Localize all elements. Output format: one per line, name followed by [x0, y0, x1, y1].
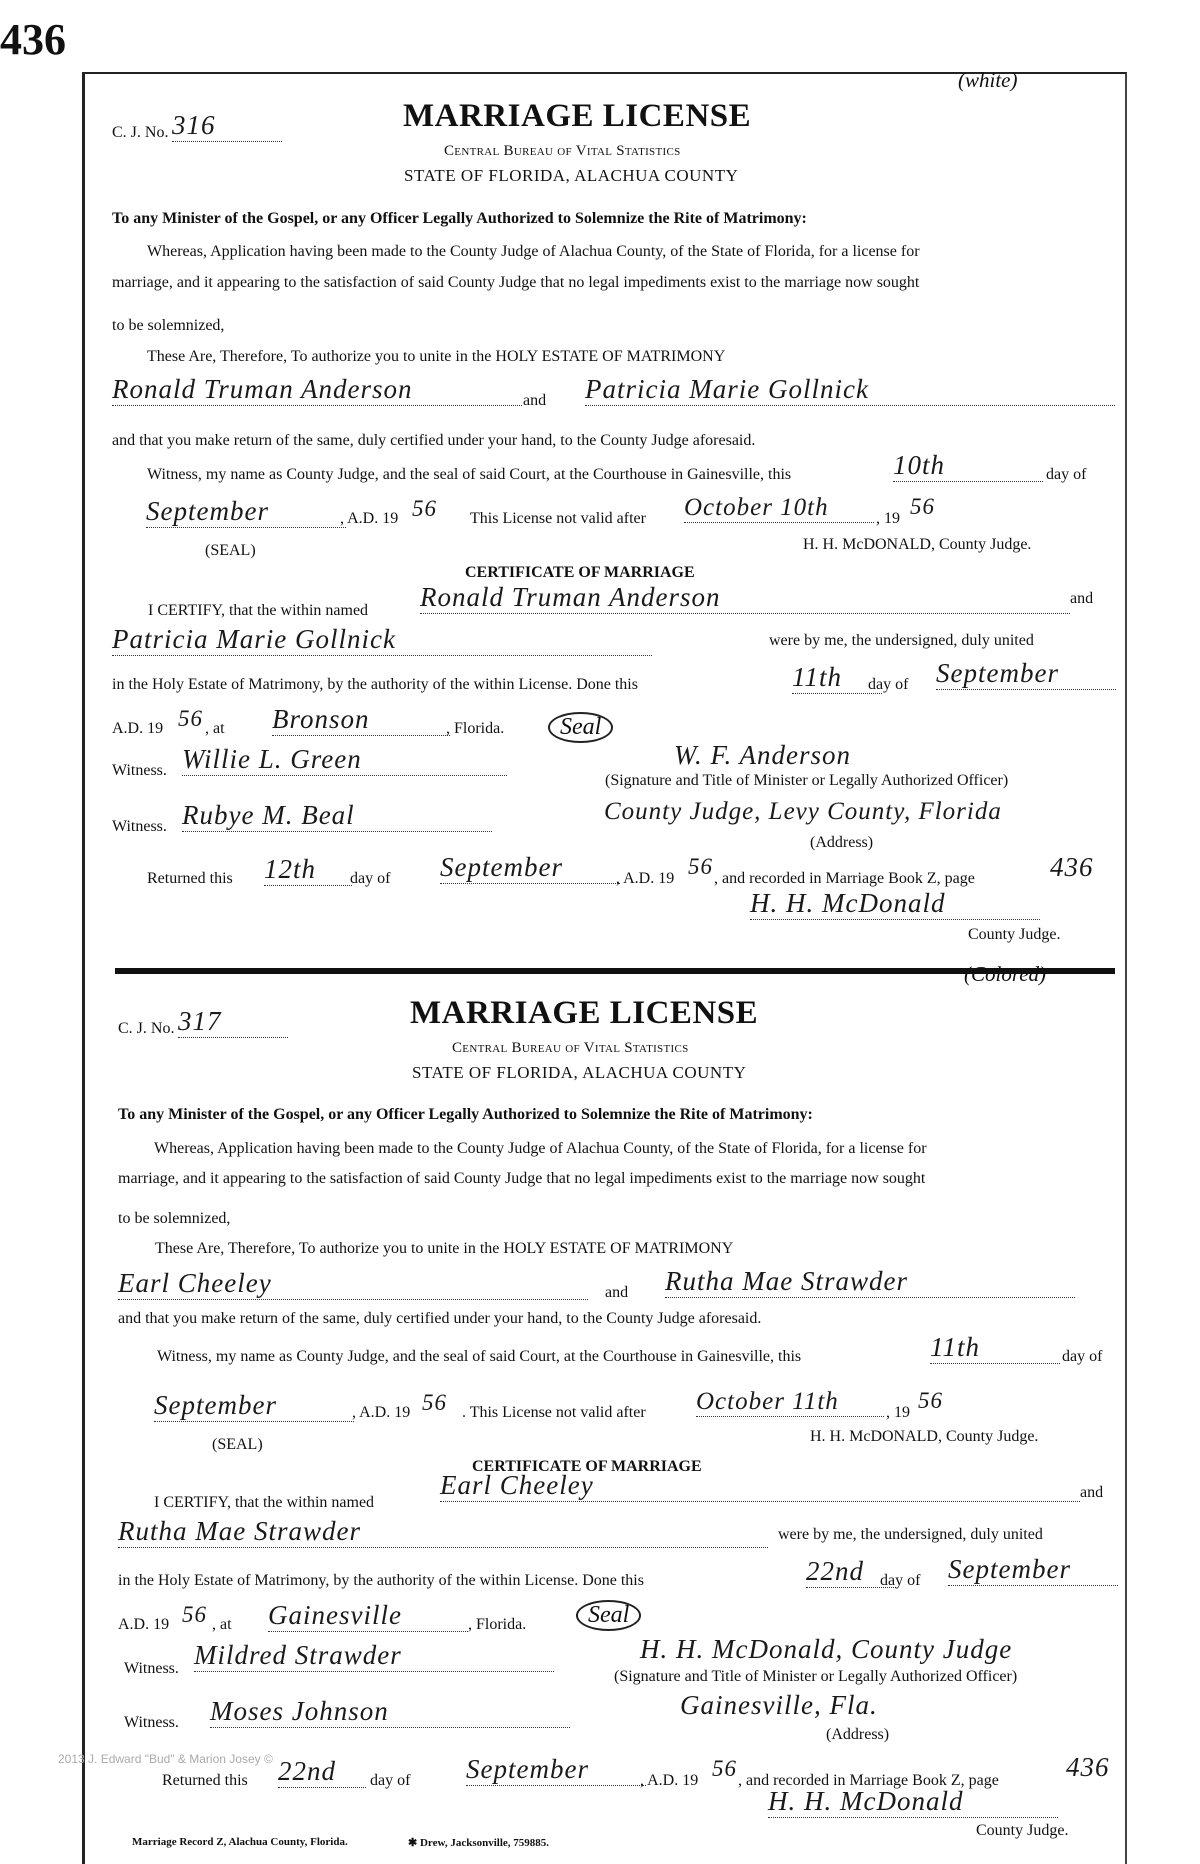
bureau-name: Central Bureau of Vital Statistics — [452, 1040, 689, 1056]
cert-bride-name: Rutha Mae Strawder — [118, 1516, 768, 1548]
done-year: 56 — [182, 1602, 207, 1627]
cert-bride-name: Patricia Marie Gollnick — [112, 624, 652, 656]
whereas-line-2: marriage, and it appearing to the satisfaction of said County Judge that no legal impediments exist to the marriage now sought — [118, 1170, 926, 1187]
these-are-line: These Are, Therefore, To authorize you to unite in the HOLY ESTATE OF MATRIMONY — [155, 1240, 734, 1257]
day-of-label: day of — [1046, 466, 1087, 483]
expiry-date: October 11th — [696, 1388, 884, 1417]
cert-groom-name: Ronald Truman Anderson — [420, 582, 1070, 614]
officer-address: County Judge, Levy County, Florida — [604, 798, 1002, 825]
return-year: 56 — [712, 1756, 737, 1781]
license-title: MARRIAGE LICENSE — [410, 995, 759, 1031]
signature-title-label: (Signature and Title of Minister or Legally Authorized Officer) — [614, 1668, 1018, 1685]
address-label: (Address) — [826, 1726, 890, 1743]
printer-bug-icon: ✱ — [408, 1837, 420, 1849]
return-line: and that you make return of the same, duly certified under your hand, to the County Judge aforesaid. — [118, 1310, 762, 1327]
witness-label-2: Witness. — [112, 818, 167, 835]
officer-signature: W. F. Anderson — [674, 740, 852, 770]
whereas-line-1: Whereas, Application having been made to the County Judge of Alachua County, of the State of Florida, for a license for — [154, 1140, 927, 1157]
holy-estate-line: in the Holy Estate of Matrimony, by the authority of the within License. Done this — [112, 676, 638, 693]
address-line: To any Minister of the Gospel, or any Officer Legally Authorized to Solemnize the Rite of Matrimony: — [112, 210, 807, 227]
return-line: and that you make return of the same, duly certified under your hand, to the County Judge aforesaid. — [112, 432, 756, 449]
and-word-2: and — [1070, 590, 1094, 607]
return-month: September — [440, 852, 620, 884]
printer-text: Drew, Jacksonville, 759885. — [419, 1837, 550, 1849]
address-line: To any Minister of the Gospel, or any Officer Legally Authorized to Solemnize the Rite of Matrimony: — [118, 1106, 813, 1123]
officer-address: Gainesville, Fla. — [680, 1690, 878, 1720]
at-label: , at — [212, 1616, 232, 1633]
certificate-title: CERTIFICATE OF MARRIAGE — [472, 1458, 702, 1475]
done-year: 56 — [178, 706, 203, 731]
issue-day: 10th — [893, 450, 1043, 482]
page-number: 436 — [0, 15, 66, 64]
done-month: September — [948, 1554, 1118, 1586]
and-word-2: and — [1080, 1484, 1104, 1501]
return-day-of-label: day of — [370, 1772, 411, 1789]
seal-label: (SEAL) — [212, 1436, 263, 1453]
state-county: STATE OF FLORIDA, ALACHUA COUNTY — [412, 1063, 747, 1082]
day-of-label: day of — [1062, 1348, 1103, 1365]
done-day: 11th — [792, 662, 882, 694]
witness-label-2: Witness. — [124, 1714, 179, 1731]
issue-year: 56 — [422, 1390, 447, 1415]
judge-signature-printed: H. H. McDONALD, County Judge. — [810, 1428, 1039, 1445]
witness-2-signature: Rubye M. Beal — [182, 800, 492, 832]
done-ad-label: A.D. 19 — [118, 1616, 170, 1633]
witness-intro: Witness, my name as County Judge, and the seal of said Court, at the Courthouse in Gainesville, this — [157, 1348, 802, 1365]
judge-handwritten-signature: H. H. McDonald — [768, 1786, 1058, 1818]
and-word: and — [523, 392, 547, 409]
certify-line: I CERTIFY, that the within named — [148, 602, 369, 619]
record-note: Marriage Record Z, Alachua County, Florida. — [132, 1836, 348, 1848]
whereas-line-2: marriage, and it appearing to the satisfaction of said County Judge that no legal impediments exist to the marriage now sought — [112, 274, 920, 291]
holy-estate-line: in the Holy Estate of Matrimony, by the authority of the within License. Done this — [118, 1572, 644, 1589]
united-line: were by me, the undersigned, duly united — [769, 632, 1034, 649]
witness-1-signature: Willie L. Green — [182, 744, 507, 776]
at-label: , at — [205, 720, 225, 737]
bride-name: Rutha Mae Strawder — [665, 1266, 1075, 1298]
return-day: 22nd — [278, 1756, 366, 1788]
printer-note — [408, 1836, 549, 1849]
witness-label: Witness. — [124, 1660, 179, 1677]
these-are-line: These Are, Therefore, To authorize you to unite in the HOLY ESTATE OF MATRIMONY — [147, 348, 726, 365]
recorded-label: , and recorded in Marriage Book Z, page — [714, 870, 975, 887]
certify-line: I CERTIFY, that the within named — [154, 1494, 375, 1511]
returned-label: Returned this — [147, 870, 233, 887]
cj-label: C. J. No. — [112, 124, 169, 141]
whereas-line-3: to be solemnized, — [118, 1210, 231, 1227]
expiry-year: 56 — [910, 494, 935, 519]
issue-year: 56 — [412, 496, 437, 521]
witness-2-signature: Moses Johnson — [210, 1696, 570, 1728]
marriage-place: Gainesville — [268, 1600, 468, 1632]
bureau-name: Central Bureau of Vital Statistics — [444, 143, 681, 159]
day-of-label-2: day of — [880, 1572, 921, 1589]
certificate-title: CERTIFICATE OF MARRIAGE — [465, 564, 695, 581]
return-ad-label: , A.D. 19 — [640, 1772, 699, 1789]
returned-label: Returned this — [162, 1772, 248, 1789]
return-day-of-label: day of — [350, 870, 391, 887]
ad-label: , A.D. 19 — [340, 510, 399, 527]
seal-label: (SEAL) — [205, 542, 256, 559]
florida-label: , Florida. — [468, 1616, 527, 1633]
return-ad-label: , A.D. 19 — [616, 870, 675, 887]
cert-groom-name: Earl Cheeley — [440, 1470, 1080, 1502]
cj-number: 317 — [178, 1006, 288, 1038]
judge-signature-printed: H. H. McDONALD, County Judge. — [803, 536, 1032, 553]
day-of-label-2: day of — [868, 676, 909, 693]
done-day: 22nd — [806, 1556, 896, 1588]
address-label: (Address) — [810, 834, 874, 851]
expiry-date: October 10th — [684, 494, 874, 523]
county-judge-label: County Judge. — [976, 1822, 1069, 1839]
not-valid-label: This License not valid after — [470, 510, 646, 527]
expiry-year: 56 — [918, 1388, 943, 1413]
book-page: 436 — [1066, 1752, 1110, 1782]
state-county: STATE OF FLORIDA, ALACHUA COUNTY — [404, 166, 739, 185]
ad-label: , A.D. 19 — [352, 1404, 411, 1421]
year-label: , 19 — [886, 1404, 910, 1421]
united-line: were by me, the undersigned, duly united — [778, 1526, 1043, 1543]
signature-title-label: (Signature and Title of Minister or Legally Authorized Officer) — [605, 772, 1009, 789]
cj-label: C. J. No. — [118, 1020, 175, 1037]
seal-mark: Seal — [548, 712, 613, 743]
groom-name: Ronald Truman Anderson — [112, 374, 522, 406]
book-page: 436 — [1050, 852, 1094, 882]
license-title: MARRIAGE LICENSE — [403, 98, 752, 134]
return-month: September — [466, 1754, 646, 1786]
cj-number: 316 — [172, 110, 282, 142]
return-day: 12th — [264, 854, 352, 886]
year-label: , 19 — [876, 510, 900, 527]
issue-month: September — [154, 1390, 354, 1422]
bride-name: Patricia Marie Gollnick — [585, 374, 1115, 406]
seal-mark: Seal — [576, 1600, 641, 1631]
whereas-line-1: Whereas, Application having been made to the County Judge of Alachua County, of the State of Florida, for a license for — [147, 243, 920, 260]
judge-handwritten-signature: H. H. McDonald — [750, 888, 1040, 920]
officer-signature: H. H. McDonald, County Judge — [640, 1634, 1013, 1664]
witness-intro: Witness, my name as County Judge, and the seal of said Court, at the Courthouse in Gainesville, this — [147, 466, 792, 483]
groom-name: Earl Cheeley — [118, 1268, 588, 1300]
issue-month: September — [146, 496, 346, 528]
race-note: (white) — [958, 68, 1018, 92]
and-word: and — [605, 1284, 629, 1301]
done-month: September — [936, 658, 1116, 690]
county-judge-label: County Judge. — [968, 926, 1061, 943]
copyright-watermark: 2013 J. Edward "Bud" & Marion Josey © — [58, 1752, 273, 1766]
return-year: 56 — [688, 854, 713, 879]
florida-label: , Florida. — [446, 720, 505, 737]
recorded-label: , and recorded in Marriage Book Z, page — [738, 1772, 999, 1789]
marriage-place: Bronson — [272, 704, 450, 736]
race-note: (Colored) — [964, 962, 1047, 986]
witness-label: Witness. — [112, 762, 167, 779]
whereas-line-3: to be solemnized, — [112, 317, 225, 334]
not-valid-label: . This License not valid after — [462, 1404, 646, 1421]
issue-day: 11th — [930, 1332, 1060, 1364]
done-ad-label: A.D. 19 — [112, 720, 164, 737]
witness-1-signature: Mildred Strawder — [194, 1640, 554, 1672]
